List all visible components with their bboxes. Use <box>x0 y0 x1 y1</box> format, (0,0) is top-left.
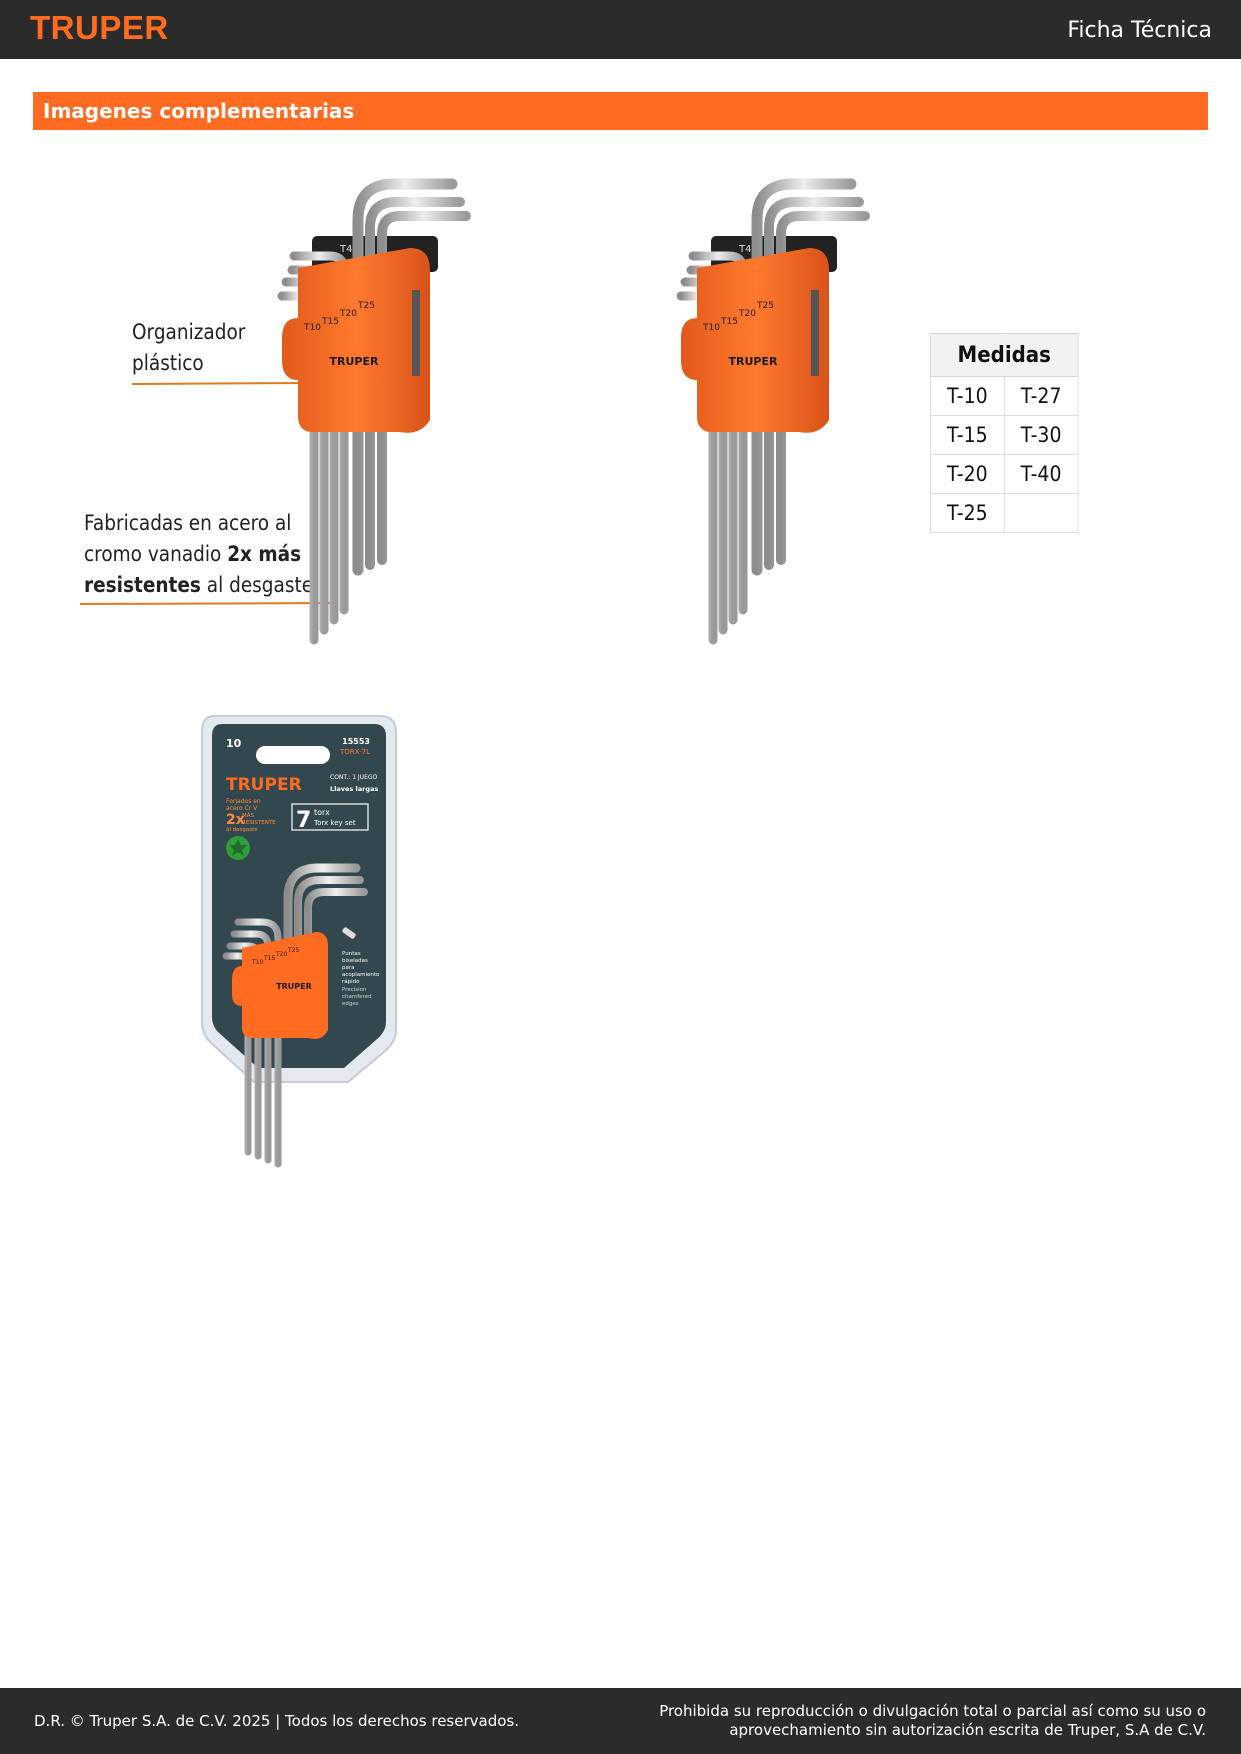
package-key-label: T10 <box>252 959 264 966</box>
truper-stamp: TRUPER <box>728 355 778 368</box>
truper-stamp: TRUPER <box>329 355 379 368</box>
package-contents: CONT.: 1 JUEGO <box>330 774 378 781</box>
table-row <box>930 455 1078 494</box>
table-row <box>930 416 1078 455</box>
section-title: Imagenes complementarias <box>43 99 355 123</box>
torx-key-set-image-1 <box>270 170 520 650</box>
package-key-label: T15 <box>264 955 276 962</box>
measure-cell: T-15 <box>930 416 1004 455</box>
document-title: Ficha Técnica <box>1067 18 1212 43</box>
package-tips: rápido <box>342 979 360 985</box>
legal-notice <box>646 1702 1206 1740</box>
package-strength-3: al desgaste <box>226 827 258 833</box>
measure-cell: T-25 <box>930 494 1004 533</box>
packaged-product-image <box>198 712 400 1178</box>
package-strength-2: RESISTENTE <box>242 820 276 826</box>
table-row <box>930 377 1078 416</box>
package-tips: chamfered <box>342 994 372 1000</box>
package-forged-1: Forjados en <box>226 798 261 805</box>
steel-callout-line2: cromo vanadio <box>84 542 228 566</box>
package-tips: Precision <box>342 987 367 993</box>
table-row <box>930 494 1078 533</box>
package-tips: biseladas <box>342 958 368 964</box>
package-count: 7 <box>296 808 312 833</box>
package-type: Llaves largas <box>330 785 379 793</box>
organizer-callout-line2: plástico <box>132 351 204 375</box>
legal-notice-line2: aprovechamiento sin autorización escrita de Truper, S.A de C.V. <box>729 1721 1206 1739</box>
measure-cell: T-20 <box>930 455 1004 494</box>
key-size-label: T20 <box>739 309 756 319</box>
legal-notice-line1: Prohibida su reproducción o divulgación total o parcial así como su uso o <box>659 1702 1206 1720</box>
key-size-label: T15 <box>322 317 339 327</box>
key-size-label: T15 <box>721 317 738 327</box>
measures-table <box>930 333 1079 533</box>
steel-callout-line3: al desgaste <box>200 573 314 597</box>
package-tips: Puntas <box>342 951 361 957</box>
key-size-label: T10 <box>703 323 720 333</box>
torx-star-icon <box>226 836 250 860</box>
package-set-1: torx <box>314 808 330 817</box>
package-strength-big: 2x <box>226 812 245 828</box>
package-tips: edges <box>342 1001 359 1007</box>
package-pieces: 10 <box>226 737 242 750</box>
key-size-label: T25 <box>757 301 774 311</box>
steel-callout-bold2: resistentes <box>84 573 201 597</box>
package-key-label: T20 <box>276 951 288 958</box>
package-tips: acoplamiento <box>342 972 380 978</box>
package-brand: TRUPER <box>226 775 302 795</box>
measure-cell: T-30 <box>1004 416 1078 455</box>
measure-cell: T-40 <box>1004 455 1078 494</box>
package-model: 15553 <box>342 737 370 746</box>
copyright-text: D.R. © Truper S.A. de C.V. 2025 | Todos los derechos reservados. <box>34 1712 519 1730</box>
key-size-label: T25 <box>358 301 375 311</box>
organizer-callout-line1: Organizador <box>132 320 246 344</box>
key-size-label: T20 <box>340 309 357 319</box>
package-strength-1: MÁS <box>242 813 254 819</box>
key-size-label: T40 <box>739 244 758 255</box>
measure-cell <box>1004 494 1078 533</box>
measure-cell: T-10 <box>930 377 1004 416</box>
torx-key-set-image-2 <box>669 170 919 650</box>
measures-header: Medidas <box>930 334 1078 377</box>
steel-callout-bold1: 2x más <box>227 542 302 566</box>
steel-callout-line1: Fabricadas en acero al <box>84 511 292 535</box>
package-code: TORX-7L <box>340 748 370 756</box>
key-size-label: T10 <box>304 323 321 333</box>
package-forged-2: acero Cr V <box>226 805 258 812</box>
package-set-2: Torx key set <box>314 819 356 827</box>
key-size-label: T40 <box>340 244 359 255</box>
package-key-label: T25 <box>288 947 300 954</box>
page-footer <box>0 1688 1241 1754</box>
package-truper-stamp: TRUPER <box>276 982 312 991</box>
package-tips: para <box>342 965 355 971</box>
truper-logo: TRUPER <box>30 9 169 46</box>
measure-cell: T-27 <box>1004 377 1078 416</box>
